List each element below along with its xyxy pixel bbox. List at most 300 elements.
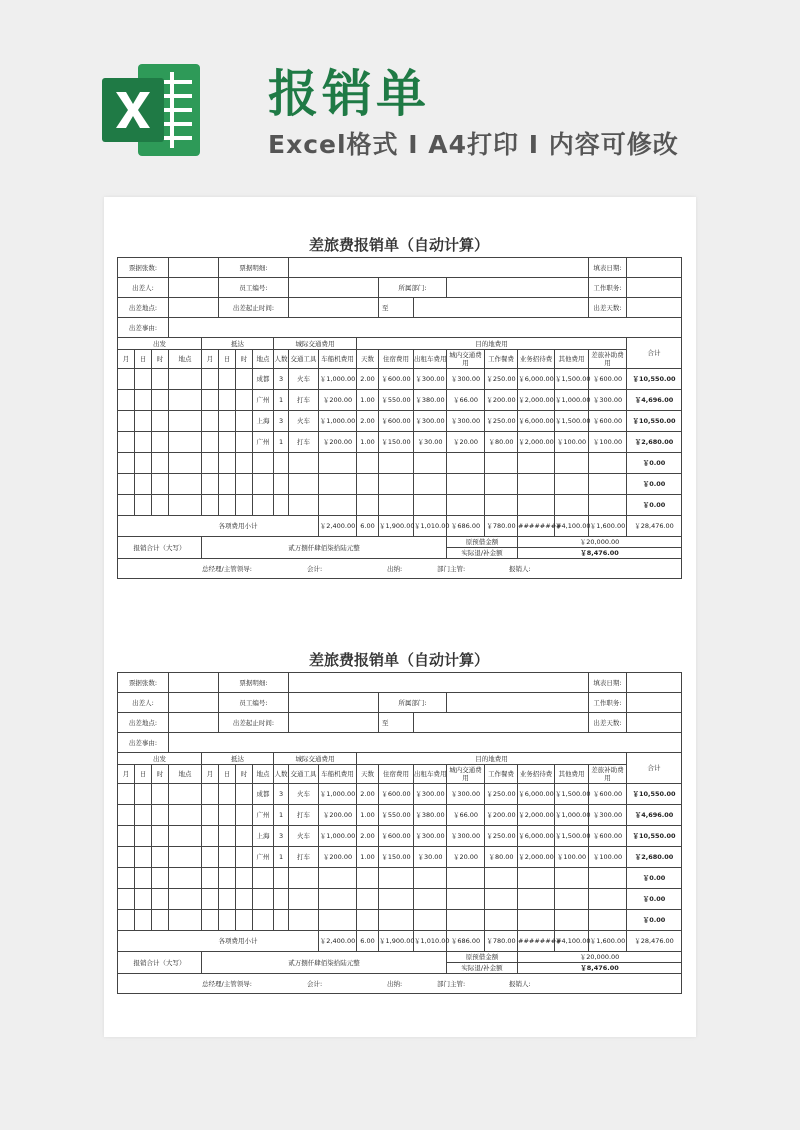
cell-entertain[interactable] — [518, 889, 555, 910]
cell-place[interactable]: 广州 — [253, 390, 274, 411]
date-cell[interactable] — [135, 889, 152, 910]
cell-local[interactable]: ￥300.00 — [447, 784, 485, 805]
date-cell[interactable] — [118, 432, 135, 453]
date-cell[interactable] — [152, 432, 169, 453]
cell-place[interactable] — [253, 889, 274, 910]
date-cell[interactable] — [152, 495, 169, 516]
cell-people[interactable] — [274, 495, 289, 516]
date-cell[interactable] — [135, 369, 152, 390]
cell-local[interactable]: ￥66.00 — [447, 390, 485, 411]
date-cell[interactable] — [202, 889, 219, 910]
date-cell[interactable] — [118, 847, 135, 868]
cell-place[interactable] — [253, 495, 274, 516]
date-cell[interactable] — [152, 826, 169, 847]
cell-entertain[interactable]: ￥2,000.00 — [518, 805, 555, 826]
cell-local[interactable] — [447, 889, 485, 910]
cell-meals[interactable]: ￥80.00 — [485, 432, 518, 453]
date-cell[interactable] — [236, 432, 253, 453]
period-start-field[interactable] — [289, 713, 379, 733]
cell-entertain[interactable]: ￥2,000.00 — [518, 432, 555, 453]
date-cell[interactable] — [219, 495, 236, 516]
cell-fare[interactable]: ￥200.00 — [319, 432, 357, 453]
cell-local[interactable] — [447, 910, 485, 931]
cell-taxi[interactable]: ￥30.00 — [414, 432, 447, 453]
date-cell[interactable] — [169, 411, 202, 432]
cell-local[interactable]: ￥20.00 — [447, 432, 485, 453]
cell-lodging[interactable]: ￥600.00 — [379, 784, 414, 805]
cell-other[interactable] — [555, 453, 589, 474]
date-cell[interactable] — [118, 411, 135, 432]
cell-fare[interactable] — [319, 889, 357, 910]
date-cell[interactable] — [236, 805, 253, 826]
date-cell[interactable] — [202, 390, 219, 411]
date-cell[interactable] — [152, 847, 169, 868]
cell-other[interactable] — [555, 889, 589, 910]
cell-place[interactable] — [253, 910, 274, 931]
cell-days[interactable]: 2.00 — [357, 784, 379, 805]
cell-fare[interactable]: ￥1,000.00 — [319, 411, 357, 432]
date-cell[interactable] — [236, 889, 253, 910]
cell-lodging[interactable] — [379, 910, 414, 931]
cell-total[interactable]: ￥0.00 — [627, 495, 682, 516]
cell-allowance[interactable] — [589, 868, 627, 889]
date-cell[interactable] — [118, 784, 135, 805]
fill-date-field[interactable] — [627, 673, 682, 693]
date-cell[interactable] — [135, 474, 152, 495]
cell-vehicle[interactable] — [289, 495, 319, 516]
cell-total[interactable]: ￥4,696.00 — [627, 805, 682, 826]
date-cell[interactable] — [202, 432, 219, 453]
cell-allowance[interactable]: ￥100.00 — [589, 847, 627, 868]
cell-entertain[interactable]: ￥6,000.00 — [518, 411, 555, 432]
cell-fare[interactable]: ￥1,000.00 — [319, 784, 357, 805]
date-cell[interactable] — [118, 453, 135, 474]
date-cell[interactable] — [202, 847, 219, 868]
cell-entertain[interactable]: ￥6,000.00 — [518, 369, 555, 390]
cell-people[interactable]: 1 — [274, 847, 289, 868]
date-cell[interactable] — [219, 784, 236, 805]
cell-vehicle[interactable]: 打车 — [289, 805, 319, 826]
date-cell[interactable] — [118, 474, 135, 495]
cell-days[interactable]: 2.00 — [357, 826, 379, 847]
cell-fare[interactable]: ￥200.00 — [319, 847, 357, 868]
date-cell[interactable] — [135, 411, 152, 432]
date-cell[interactable] — [236, 910, 253, 931]
date-cell[interactable] — [118, 805, 135, 826]
cell-total[interactable]: ￥10,550.00 — [627, 369, 682, 390]
cell-vehicle[interactable] — [289, 889, 319, 910]
cell-lodging[interactable] — [379, 495, 414, 516]
cell-entertain[interactable]: ￥6,000.00 — [518, 826, 555, 847]
date-cell[interactable] — [152, 805, 169, 826]
cell-fare[interactable]: ￥200.00 — [319, 805, 357, 826]
cell-meals[interactable] — [485, 910, 518, 931]
date-cell[interactable] — [219, 369, 236, 390]
cell-taxi[interactable] — [414, 910, 447, 931]
days-field[interactable] — [627, 713, 682, 733]
employee-no-field[interactable] — [289, 278, 379, 298]
cell-people[interactable]: 3 — [274, 369, 289, 390]
period-end-field[interactable] — [414, 713, 589, 733]
date-cell[interactable] — [219, 453, 236, 474]
department-field[interactable] — [447, 278, 589, 298]
cell-fare[interactable] — [319, 868, 357, 889]
cell-allowance[interactable]: ￥300.00 — [589, 390, 627, 411]
cell-lodging[interactable]: ￥600.00 — [379, 411, 414, 432]
cell-place[interactable] — [253, 474, 274, 495]
receipt-desc-field[interactable] — [289, 673, 589, 693]
cell-entertain[interactable]: ￥6,000.00 — [518, 784, 555, 805]
cell-days[interactable]: 1.00 — [357, 805, 379, 826]
cell-lodging[interactable] — [379, 889, 414, 910]
date-cell[interactable] — [202, 868, 219, 889]
cell-place[interactable] — [253, 453, 274, 474]
cell-days[interactable] — [357, 474, 379, 495]
days-field[interactable] — [627, 298, 682, 318]
cell-place[interactable]: 广州 — [253, 805, 274, 826]
position-field[interactable] — [627, 278, 682, 298]
date-cell[interactable] — [202, 369, 219, 390]
cell-place[interactable]: 广州 — [253, 432, 274, 453]
cell-taxi[interactable]: ￥300.00 — [414, 784, 447, 805]
date-cell[interactable] — [118, 369, 135, 390]
cell-local[interactable]: ￥300.00 — [447, 369, 485, 390]
cell-vehicle[interactable]: 火车 — [289, 784, 319, 805]
cell-days[interactable] — [357, 910, 379, 931]
cell-allowance[interactable] — [589, 495, 627, 516]
cell-total[interactable]: ￥0.00 — [627, 889, 682, 910]
cell-local[interactable]: ￥300.00 — [447, 411, 485, 432]
date-cell[interactable] — [219, 432, 236, 453]
cell-people[interactable] — [274, 453, 289, 474]
date-cell[interactable] — [219, 411, 236, 432]
cell-other[interactable] — [555, 495, 589, 516]
position-field[interactable] — [627, 693, 682, 713]
cell-vehicle[interactable]: 打车 — [289, 432, 319, 453]
cell-total[interactable]: ￥0.00 — [627, 868, 682, 889]
cell-total[interactable]: ￥4,696.00 — [627, 390, 682, 411]
cell-local[interactable] — [447, 495, 485, 516]
cell-lodging[interactable] — [379, 474, 414, 495]
date-cell[interactable] — [219, 805, 236, 826]
date-cell[interactable] — [202, 826, 219, 847]
date-cell[interactable] — [135, 495, 152, 516]
fill-date-field[interactable] — [627, 258, 682, 278]
date-cell[interactable] — [236, 847, 253, 868]
cell-allowance[interactable]: ￥600.00 — [589, 784, 627, 805]
date-cell[interactable] — [202, 910, 219, 931]
cell-fare[interactable]: ￥1,000.00 — [319, 826, 357, 847]
cell-meals[interactable]: ￥80.00 — [485, 847, 518, 868]
cell-place[interactable]: 上海 — [253, 826, 274, 847]
cell-meals[interactable]: ￥250.00 — [485, 411, 518, 432]
cell-taxi[interactable] — [414, 495, 447, 516]
cell-entertain[interactable] — [518, 910, 555, 931]
cell-allowance[interactable]: ￥600.00 — [589, 411, 627, 432]
date-cell[interactable] — [118, 495, 135, 516]
reason-field[interactable] — [169, 733, 682, 753]
cell-other[interactable]: ￥1,500.00 — [555, 369, 589, 390]
date-cell[interactable] — [236, 390, 253, 411]
cell-days[interactable] — [357, 868, 379, 889]
cell-lodging[interactable]: ￥600.00 — [379, 369, 414, 390]
cell-local[interactable] — [447, 868, 485, 889]
cell-place[interactable]: 成都 — [253, 784, 274, 805]
cell-other[interactable]: ￥1,500.00 — [555, 411, 589, 432]
cell-vehicle[interactable]: 火车 — [289, 411, 319, 432]
date-cell[interactable] — [169, 847, 202, 868]
cell-entertain[interactable] — [518, 453, 555, 474]
cell-days[interactable] — [357, 889, 379, 910]
cell-place[interactable]: 上海 — [253, 411, 274, 432]
cell-other[interactable] — [555, 868, 589, 889]
cell-taxi[interactable]: ￥30.00 — [414, 847, 447, 868]
cell-meals[interactable]: ￥250.00 — [485, 826, 518, 847]
cell-days[interactable]: 2.00 — [357, 369, 379, 390]
date-cell[interactable] — [152, 453, 169, 474]
cell-other[interactable]: ￥1,500.00 — [555, 784, 589, 805]
cell-lodging[interactable]: ￥600.00 — [379, 826, 414, 847]
cell-other[interactable] — [555, 474, 589, 495]
cell-taxi[interactable] — [414, 889, 447, 910]
cell-vehicle[interactable] — [289, 453, 319, 474]
cell-lodging[interactable]: ￥550.00 — [379, 805, 414, 826]
cell-fare[interactable]: ￥1,000.00 — [319, 369, 357, 390]
cell-fare[interactable] — [319, 910, 357, 931]
date-cell[interactable] — [152, 910, 169, 931]
cell-entertain[interactable] — [518, 495, 555, 516]
cell-taxi[interactable]: ￥300.00 — [414, 369, 447, 390]
cell-meals[interactable] — [485, 868, 518, 889]
date-cell[interactable] — [236, 453, 253, 474]
date-cell[interactable] — [202, 411, 219, 432]
cell-fare[interactable] — [319, 453, 357, 474]
date-cell[interactable] — [152, 868, 169, 889]
date-cell[interactable] — [236, 369, 253, 390]
cell-total[interactable]: ￥10,550.00 — [627, 411, 682, 432]
date-cell[interactable] — [169, 826, 202, 847]
cell-place[interactable]: 成都 — [253, 369, 274, 390]
date-cell[interactable] — [169, 889, 202, 910]
cell-place[interactable] — [253, 868, 274, 889]
cell-other[interactable]: ￥1,500.00 — [555, 826, 589, 847]
date-cell[interactable] — [202, 805, 219, 826]
reason-field[interactable] — [169, 318, 682, 338]
cell-days[interactable]: 1.00 — [357, 847, 379, 868]
traveler-field[interactable] — [169, 693, 219, 713]
date-cell[interactable] — [219, 474, 236, 495]
cell-taxi[interactable] — [414, 868, 447, 889]
cell-people[interactable]: 1 — [274, 432, 289, 453]
traveler-field[interactable] — [169, 278, 219, 298]
date-cell[interactable] — [135, 453, 152, 474]
cell-allowance[interactable]: ￥600.00 — [589, 369, 627, 390]
cell-people[interactable]: 1 — [274, 390, 289, 411]
date-cell[interactable] — [202, 474, 219, 495]
cell-total[interactable]: ￥2,680.00 — [627, 847, 682, 868]
cell-fare[interactable] — [319, 495, 357, 516]
cell-other[interactable]: ￥1,000.00 — [555, 805, 589, 826]
cell-total[interactable]: ￥10,550.00 — [627, 826, 682, 847]
cell-allowance[interactable]: ￥300.00 — [589, 805, 627, 826]
cell-allowance[interactable]: ￥600.00 — [589, 826, 627, 847]
date-cell[interactable] — [135, 805, 152, 826]
cell-local[interactable] — [447, 453, 485, 474]
cell-vehicle[interactable]: 火车 — [289, 369, 319, 390]
cell-other[interactable] — [555, 910, 589, 931]
cell-taxi[interactable]: ￥380.00 — [414, 390, 447, 411]
cell-meals[interactable] — [485, 495, 518, 516]
period-start-field[interactable] — [289, 298, 379, 318]
date-cell[interactable] — [152, 889, 169, 910]
date-cell[interactable] — [152, 784, 169, 805]
cell-allowance[interactable] — [589, 453, 627, 474]
date-cell[interactable] — [135, 910, 152, 931]
cell-vehicle[interactable] — [289, 474, 319, 495]
cell-allowance[interactable]: ￥100.00 — [589, 432, 627, 453]
cell-place[interactable]: 广州 — [253, 847, 274, 868]
date-cell[interactable] — [169, 390, 202, 411]
cell-vehicle[interactable] — [289, 868, 319, 889]
date-cell[interactable] — [169, 432, 202, 453]
cell-total[interactable]: ￥10,550.00 — [627, 784, 682, 805]
date-cell[interactable] — [169, 910, 202, 931]
employee-no-field[interactable] — [289, 693, 379, 713]
cell-lodging[interactable]: ￥150.00 — [379, 432, 414, 453]
cell-meals[interactable] — [485, 453, 518, 474]
cell-people[interactable]: 3 — [274, 784, 289, 805]
cell-entertain[interactable]: ￥2,000.00 — [518, 847, 555, 868]
cell-taxi[interactable] — [414, 474, 447, 495]
date-cell[interactable] — [152, 474, 169, 495]
cell-taxi[interactable]: ￥380.00 — [414, 805, 447, 826]
receipt-count-field[interactable] — [169, 258, 219, 278]
cell-taxi[interactable] — [414, 453, 447, 474]
date-cell[interactable] — [236, 826, 253, 847]
cell-allowance[interactable] — [589, 889, 627, 910]
cell-other[interactable]: ￥100.00 — [555, 432, 589, 453]
cell-meals[interactable]: ￥250.00 — [485, 369, 518, 390]
cell-total[interactable]: ￥0.00 — [627, 910, 682, 931]
cell-taxi[interactable]: ￥300.00 — [414, 826, 447, 847]
cell-vehicle[interactable]: 打车 — [289, 847, 319, 868]
cell-people[interactable] — [274, 910, 289, 931]
cell-local[interactable] — [447, 474, 485, 495]
date-cell[interactable] — [135, 868, 152, 889]
cell-allowance[interactable] — [589, 474, 627, 495]
cell-lodging[interactable] — [379, 868, 414, 889]
cell-meals[interactable] — [485, 889, 518, 910]
cell-people[interactable] — [274, 474, 289, 495]
date-cell[interactable] — [169, 474, 202, 495]
cell-days[interactable]: 1.00 — [357, 390, 379, 411]
cell-fare[interactable]: ￥200.00 — [319, 390, 357, 411]
cell-meals[interactable]: ￥200.00 — [485, 390, 518, 411]
date-cell[interactable] — [202, 495, 219, 516]
date-cell[interactable] — [219, 847, 236, 868]
date-cell[interactable] — [236, 784, 253, 805]
cell-lodging[interactable]: ￥150.00 — [379, 847, 414, 868]
cell-lodging[interactable]: ￥550.00 — [379, 390, 414, 411]
date-cell[interactable] — [236, 495, 253, 516]
cell-other[interactable]: ￥1,000.00 — [555, 390, 589, 411]
receipt-desc-field[interactable] — [289, 258, 589, 278]
date-cell[interactable] — [118, 868, 135, 889]
cell-days[interactable]: 2.00 — [357, 411, 379, 432]
cell-local[interactable]: ￥66.00 — [447, 805, 485, 826]
date-cell[interactable] — [135, 826, 152, 847]
date-cell[interactable] — [169, 369, 202, 390]
receipt-count-field[interactable] — [169, 673, 219, 693]
cell-people[interactable] — [274, 889, 289, 910]
date-cell[interactable] — [152, 369, 169, 390]
cell-meals[interactable]: ￥250.00 — [485, 784, 518, 805]
cell-people[interactable]: 3 — [274, 826, 289, 847]
cell-meals[interactable]: ￥200.00 — [485, 805, 518, 826]
date-cell[interactable] — [236, 868, 253, 889]
cell-lodging[interactable] — [379, 453, 414, 474]
cell-taxi[interactable]: ￥300.00 — [414, 411, 447, 432]
date-cell[interactable] — [202, 784, 219, 805]
cell-local[interactable]: ￥300.00 — [447, 826, 485, 847]
location-field[interactable] — [169, 713, 219, 733]
date-cell[interactable] — [135, 432, 152, 453]
cell-days[interactable] — [357, 495, 379, 516]
date-cell[interactable] — [118, 889, 135, 910]
cell-local[interactable]: ￥20.00 — [447, 847, 485, 868]
cell-entertain[interactable]: ￥2,000.00 — [518, 390, 555, 411]
date-cell[interactable] — [236, 474, 253, 495]
date-cell[interactable] — [118, 826, 135, 847]
date-cell[interactable] — [118, 910, 135, 931]
date-cell[interactable] — [135, 847, 152, 868]
date-cell[interactable] — [219, 390, 236, 411]
date-cell[interactable] — [219, 889, 236, 910]
cell-people[interactable] — [274, 868, 289, 889]
date-cell[interactable] — [202, 453, 219, 474]
location-field[interactable] — [169, 298, 219, 318]
date-cell[interactable] — [219, 910, 236, 931]
cell-people[interactable]: 1 — [274, 805, 289, 826]
date-cell[interactable] — [169, 868, 202, 889]
cell-people[interactable]: 3 — [274, 411, 289, 432]
department-field[interactable] — [447, 693, 589, 713]
cell-days[interactable] — [357, 453, 379, 474]
cell-vehicle[interactable]: 打车 — [289, 390, 319, 411]
period-end-field[interactable] — [414, 298, 589, 318]
cell-other[interactable]: ￥100.00 — [555, 847, 589, 868]
date-cell[interactable] — [152, 411, 169, 432]
cell-total[interactable]: ￥0.00 — [627, 453, 682, 474]
cell-meals[interactable] — [485, 474, 518, 495]
date-cell[interactable] — [118, 390, 135, 411]
cell-entertain[interactable] — [518, 474, 555, 495]
date-cell[interactable] — [169, 805, 202, 826]
date-cell[interactable] — [152, 390, 169, 411]
date-cell[interactable] — [236, 411, 253, 432]
date-cell[interactable] — [219, 868, 236, 889]
cell-vehicle[interactable]: 火车 — [289, 826, 319, 847]
cell-fare[interactable] — [319, 474, 357, 495]
date-cell[interactable] — [169, 453, 202, 474]
date-cell[interactable] — [219, 826, 236, 847]
date-cell[interactable] — [135, 390, 152, 411]
cell-vehicle[interactable] — [289, 910, 319, 931]
cell-total[interactable]: ￥0.00 — [627, 474, 682, 495]
cell-total[interactable]: ￥2,680.00 — [627, 432, 682, 453]
cell-allowance[interactable] — [589, 910, 627, 931]
date-cell[interactable] — [169, 495, 202, 516]
